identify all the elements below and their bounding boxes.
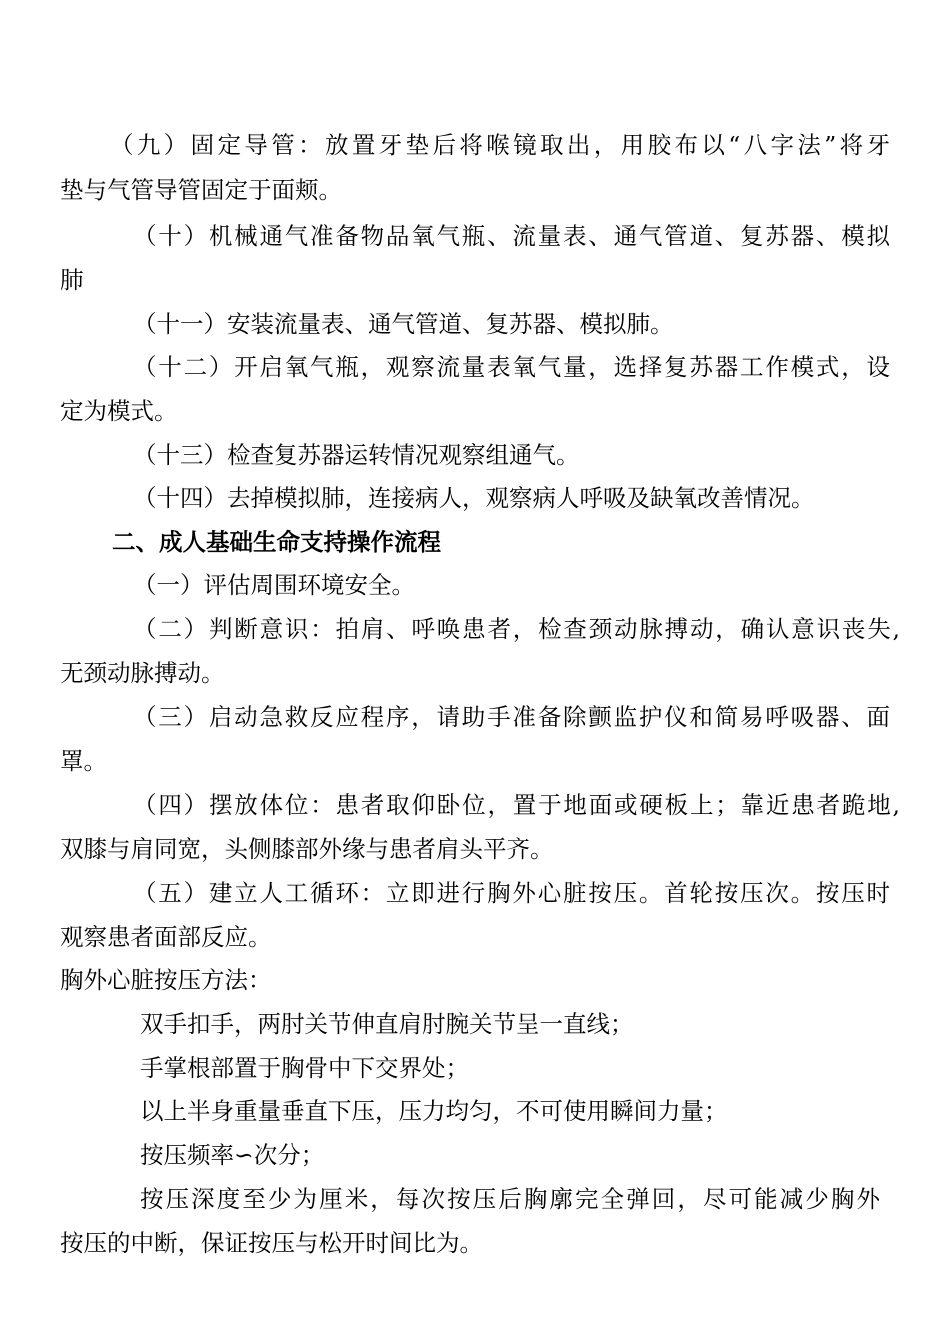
paragraph-line: （九）固定导管：放置牙垫后将喉镜取出，用胶布以“八字法”将牙 [110, 131, 890, 159]
paragraph-line: （五）建立人工循环：立即进行胸外心脏按压。首轮按压次。按压时 [133, 879, 890, 907]
paragraph-line: 罩。 [60, 747, 107, 775]
paragraph-line: 观察患者面部反应。 [60, 923, 272, 951]
paragraph-line: （三）启动急救反应程序，请助手准备除颤监护仪和简易呼吸器、面 [133, 703, 890, 731]
paragraph-line: （十二）开启氧气瓶，观察流量表氧气量，选择复苏器工作模式，设 [133, 353, 890, 381]
list-item: 双手扣手，两肘关节伸直肩肘腕关节呈一直线； [140, 1010, 634, 1038]
paragraph-line: （十四）去掉模拟肺，连接病人，观察病人呼吸及缺氧改善情况。 [133, 484, 815, 512]
paragraph-line: 无颈动脉搏动。 [60, 659, 225, 687]
paragraph-line: 肺 [60, 266, 84, 294]
paragraph-line: （二）判断意识：拍肩、呼唤患者，检查颈动脉搏动，确认意识丧失, [133, 615, 900, 643]
paragraph-line: 垫与气管导管固定于面颊。 [60, 176, 342, 204]
paragraph-line: （四）摆放体位：患者取仰卧位，置于地面或硬板上；靠近患者跪地, [133, 791, 900, 819]
list-item: 按压深度至少为厘米，每次按压后胸廓完全弹回，尽可能减少胸外 [140, 1185, 880, 1213]
list-item: 按压的中断，保证按压与松开时间比为。 [60, 1229, 483, 1257]
list-item: 按压频率∽次分； [140, 1141, 325, 1169]
list-item: 以上半身重量垂直下压，压力均匀，不可使用瞬间力量； [140, 1097, 728, 1125]
paragraph-line: （一）评估周围环境安全。 [133, 571, 415, 599]
paragraph-line: 定为模式。 [60, 397, 178, 425]
list-item: 手掌根部置于胸骨中下交界处； [140, 1054, 469, 1082]
subheading-line: 胸外心脏按压方法： [60, 966, 272, 994]
paragraph-line: 双膝与肩同宽，头侧膝部外缘与患者肩头平齐。 [60, 835, 554, 863]
paragraph-line: （十）机械通气准备物品氧气瓶、流量表、通气管道、复苏器、模拟 [133, 222, 890, 250]
section-heading: 二、成人基础生命支持操作流程 [112, 528, 441, 556]
paragraph-line: （十三）检查复苏器运转情况观察组通气。 [133, 441, 580, 469]
paragraph-line: （十一）安装流量表、通气管道、复苏器、模拟肺。 [133, 310, 674, 338]
